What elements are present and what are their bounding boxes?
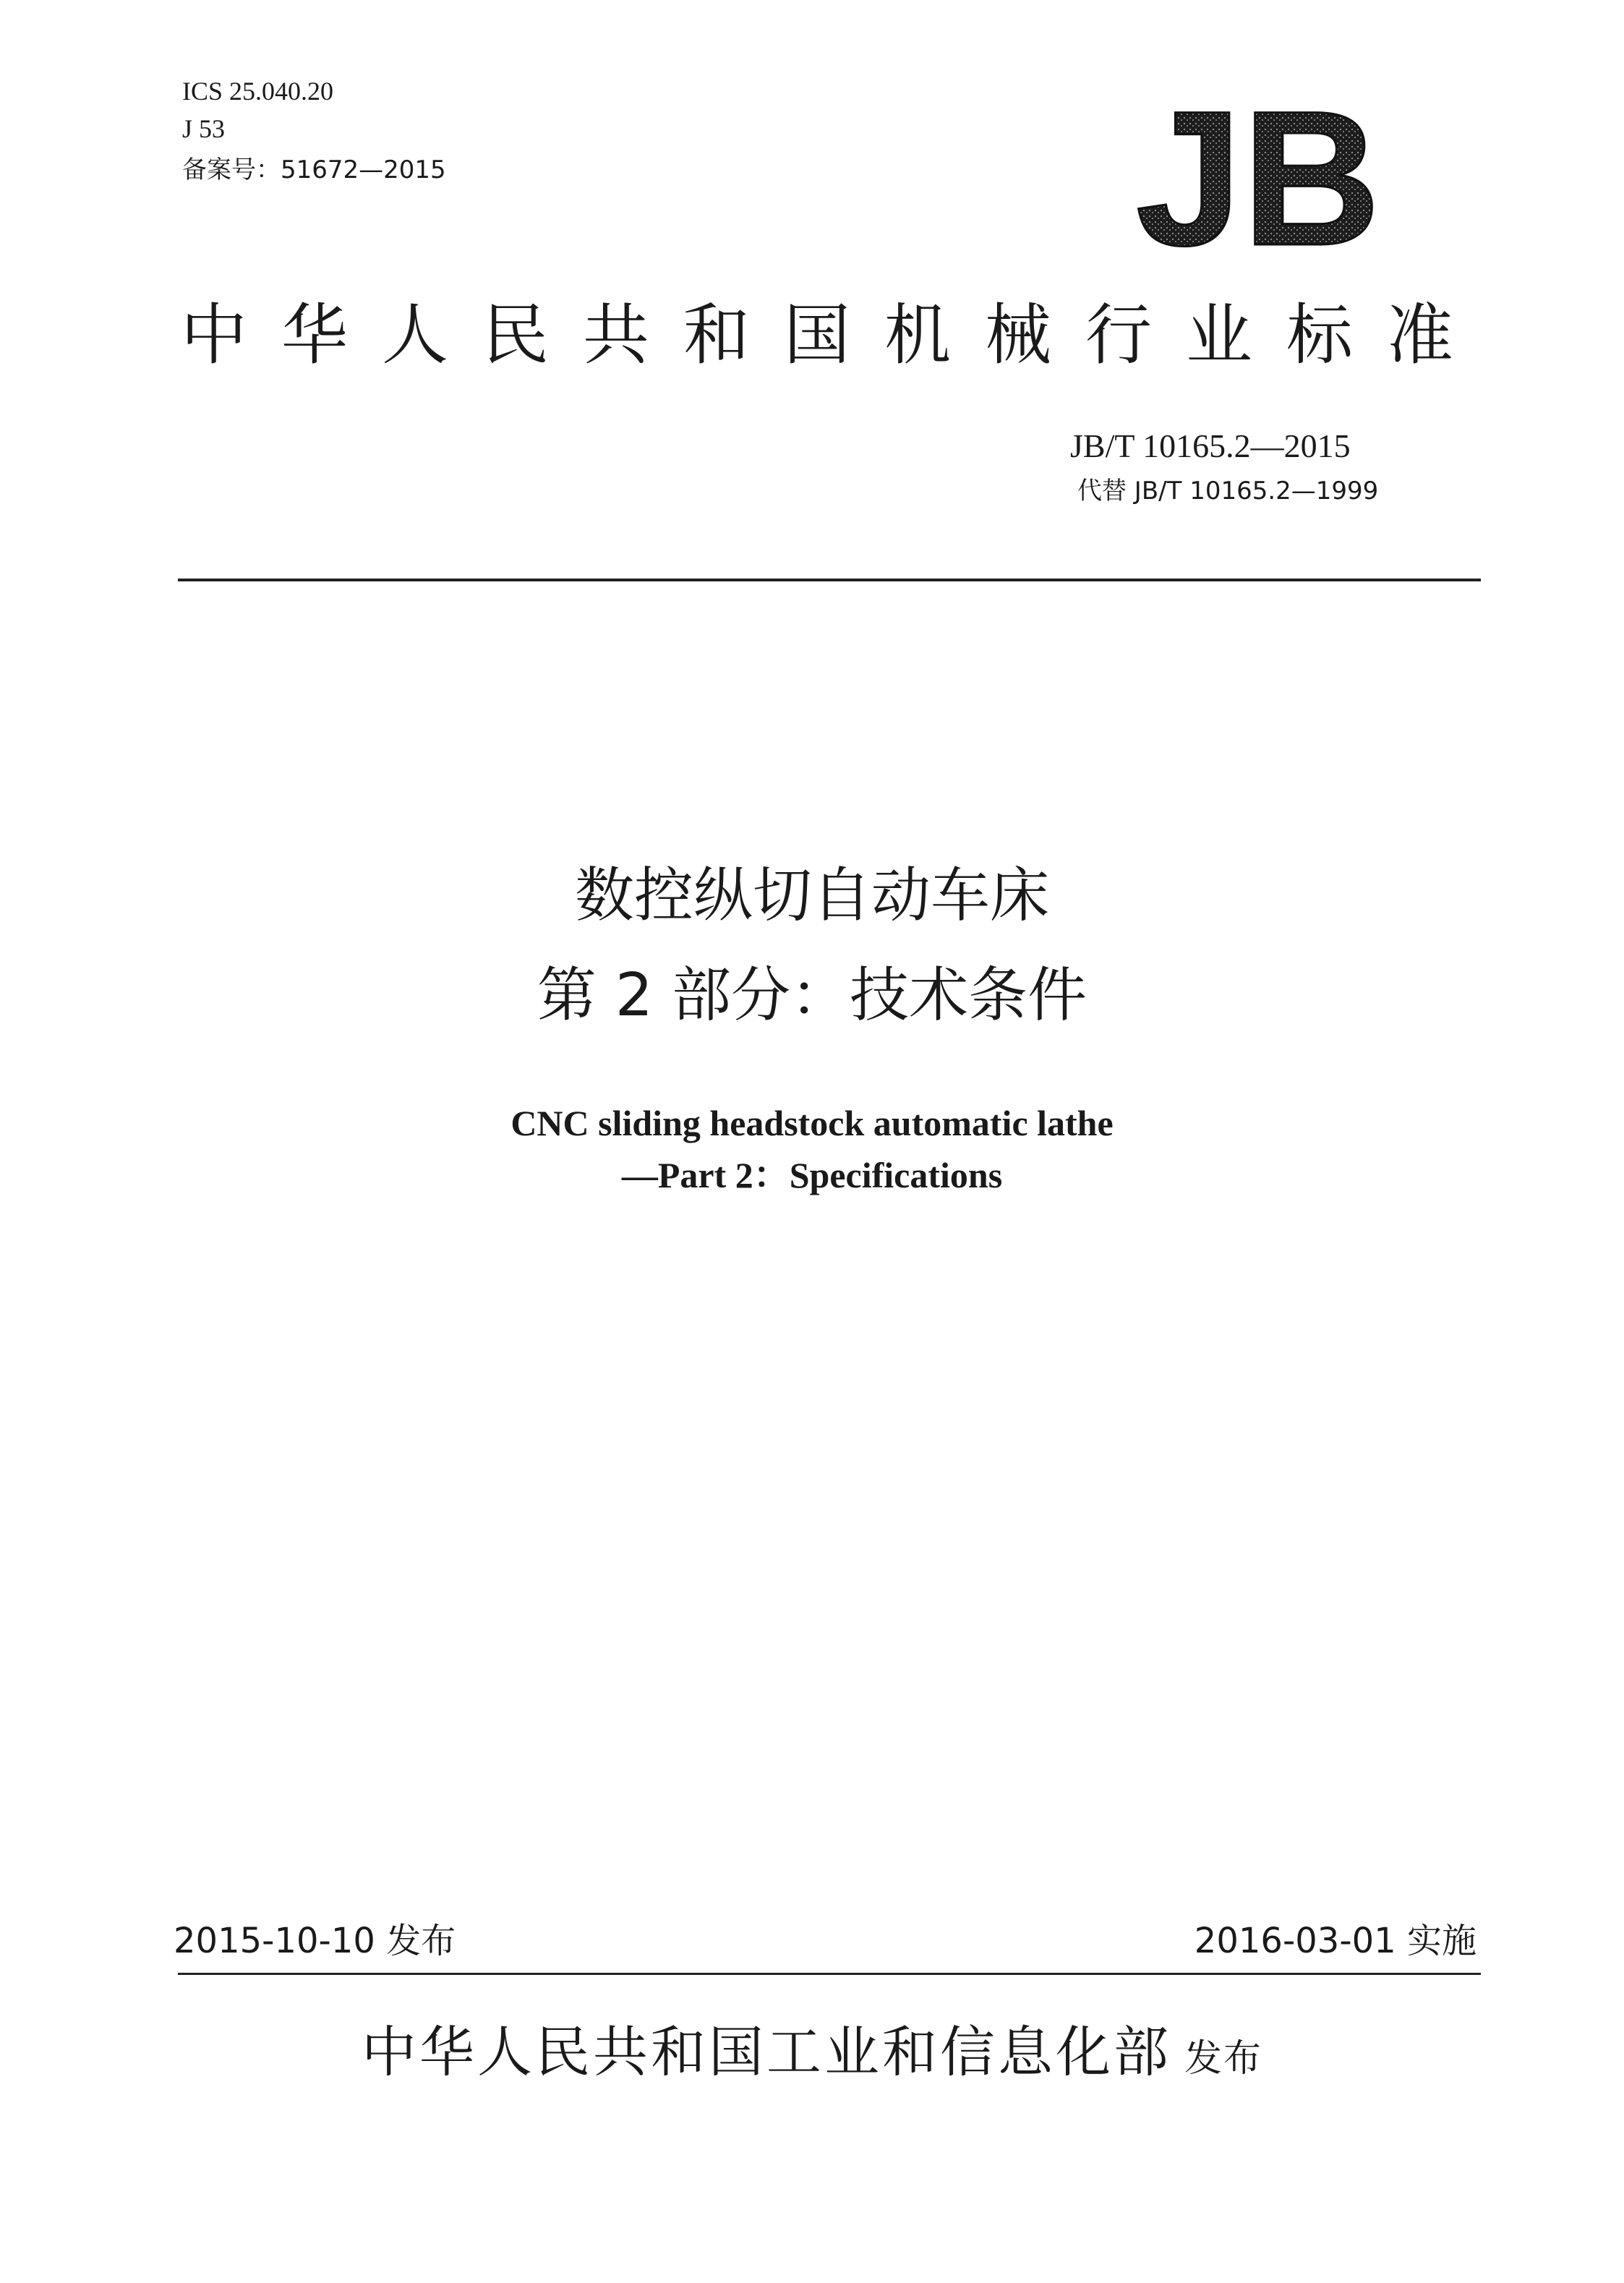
title-cn-line2: 第 2 部分：技术条件	[537, 961, 1087, 1030]
jb-logo	[1114, 93, 1403, 259]
issuer-line	[0, 2020, 1624, 2084]
issuer-name: 中华人民共和国工业和信息化部	[361, 2020, 1171, 2084]
replaced-standard: 代替 JB/T 10165.2—1999	[1077, 477, 1379, 505]
standard-type-title: 中华人民共和国机械行业标准	[181, 296, 1488, 374]
title-en-line1: CNC sliding headstock automatic lathe	[510, 1103, 1114, 1143]
jb-logo-text: JB	[1135, 93, 1381, 259]
standard-code: JB/T 10165.2—2015	[1070, 427, 1351, 464]
record-number: 备案号：51672—2015	[182, 155, 446, 184]
footer-divider	[178, 1973, 1481, 1975]
header-divider	[178, 579, 1481, 581]
issue-date: 2015-10-10 发布	[174, 1921, 456, 1961]
issuer-suffix: 发布	[1184, 2037, 1262, 2081]
implementation-date: 2016-03-01 实施	[1194, 1921, 1476, 1961]
title-en-line2: —Part 2：Specifications	[621, 1155, 1003, 1195]
title-cn-line1: 数控纵切自动车床	[574, 861, 1049, 930]
ics-code: ICS 25.040.20	[182, 77, 334, 106]
ccs-code: J 53	[182, 114, 226, 143]
